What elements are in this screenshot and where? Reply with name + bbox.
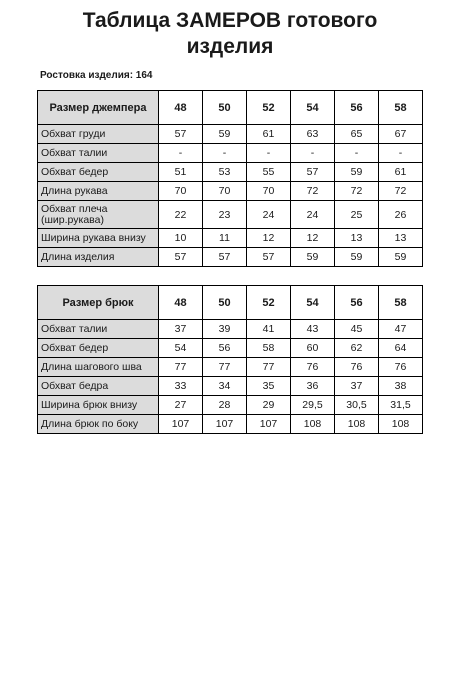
jumper-row-label: Обхват плеча (шир.рукава) [38, 201, 159, 229]
pants-table-row [38, 396, 423, 415]
pants-size-header: 58 [379, 286, 423, 320]
height-note: Ростовка изделия: 164 [40, 70, 153, 81]
pants-header-row [38, 286, 423, 320]
jumper-row-value: 59 [379, 248, 423, 267]
jumper-size-header: 56 [335, 91, 379, 125]
jumper-row-label: Обхват бедер [38, 163, 159, 182]
pants-row-value: 39 [203, 320, 247, 339]
jumper-row-value: 57 [159, 248, 203, 267]
pants-header-label: Размер брюк [38, 286, 159, 320]
title-line-1: Таблица ЗАМЕРОВ готового [82, 9, 378, 32]
jumper-row-value: 67 [379, 125, 423, 144]
jumper-table-row [38, 144, 423, 163]
jumper-row-value: 65 [335, 125, 379, 144]
jumper-row-value: 70 [203, 182, 247, 201]
jumper-row-value: 10 [159, 229, 203, 248]
pants-row-value: 36 [291, 377, 335, 396]
jumper-row-value: - [203, 144, 247, 163]
jumper-table-row [38, 229, 423, 248]
jumper-row-value: 53 [203, 163, 247, 182]
pants-row-value: 76 [291, 358, 335, 377]
jumper-row-value: 59 [203, 125, 247, 144]
jumper-size-table [37, 90, 423, 267]
jumper-row-label: Обхват груди [38, 125, 159, 144]
jumper-row-value: 23 [203, 201, 247, 229]
pants-row-value: 108 [335, 415, 379, 434]
jumper-row-value: 12 [247, 229, 291, 248]
pants-row-value: 54 [159, 339, 203, 358]
jumper-row-value: 72 [291, 182, 335, 201]
jumper-row-label: Длина рукава [38, 182, 159, 201]
jumper-row-value: - [379, 144, 423, 163]
jumper-row-value: - [291, 144, 335, 163]
pants-row-value: 76 [379, 358, 423, 377]
jumper-size-header: 48 [159, 91, 203, 125]
jumper-size-header: 52 [247, 91, 291, 125]
jumper-row-value: 24 [247, 201, 291, 229]
pants-row-value: 41 [247, 320, 291, 339]
pants-row-value: 28 [203, 396, 247, 415]
page-title [40, 8, 420, 60]
pants-row-value: 58 [247, 339, 291, 358]
jumper-row-value: 11 [203, 229, 247, 248]
jumper-row-value: 24 [291, 201, 335, 229]
pants-row-value: 35 [247, 377, 291, 396]
jumper-row-value: - [335, 144, 379, 163]
jumper-row-value: 72 [335, 182, 379, 201]
pants-size-header: 54 [291, 286, 335, 320]
pants-table-row [38, 415, 423, 434]
jumper-table-row [38, 125, 423, 144]
pants-row-value: 107 [159, 415, 203, 434]
pants-row-value: 45 [335, 320, 379, 339]
jumper-row-value: 59 [335, 248, 379, 267]
jumper-row-value: 55 [247, 163, 291, 182]
jumper-row-value: 26 [379, 201, 423, 229]
pants-row-value: 107 [247, 415, 291, 434]
pants-row-label: Обхват талии [38, 320, 159, 339]
pants-row-value: 37 [335, 377, 379, 396]
jumper-row-label: Обхват талии [38, 144, 159, 163]
pants-table-row [38, 358, 423, 377]
jumper-header-row [38, 91, 423, 125]
jumper-row-value: 63 [291, 125, 335, 144]
pants-row-value: 47 [379, 320, 423, 339]
jumper-row-value: 12 [291, 229, 335, 248]
jumper-table-row [38, 163, 423, 182]
jumper-row-value: 51 [159, 163, 203, 182]
jumper-size-header: 58 [379, 91, 423, 125]
jumper-size-header: 54 [291, 91, 335, 125]
pants-row-label: Длина брюк по боку [38, 415, 159, 434]
jumper-table-row [38, 201, 423, 229]
pants-row-value: 38 [379, 377, 423, 396]
jumper-row-value: - [247, 144, 291, 163]
jumper-row-value: 59 [335, 163, 379, 182]
pants-size-table [37, 285, 423, 434]
jumper-row-value: 13 [335, 229, 379, 248]
jumper-size-header: 50 [203, 91, 247, 125]
jumper-row-value: 70 [247, 182, 291, 201]
pants-row-value: 77 [159, 358, 203, 377]
jumper-row-label: Ширина рукава внизу [38, 229, 159, 248]
pants-size-header: 52 [247, 286, 291, 320]
pants-size-header: 48 [159, 286, 203, 320]
pants-row-value: 64 [379, 339, 423, 358]
pants-row-value: 77 [203, 358, 247, 377]
pants-row-label: Обхват бедра [38, 377, 159, 396]
pants-size-header: 56 [335, 286, 379, 320]
jumper-row-value: 57 [159, 125, 203, 144]
pants-row-label: Длина шагового шва [38, 358, 159, 377]
pants-table-row [38, 339, 423, 358]
jumper-row-value: 61 [247, 125, 291, 144]
jumper-row-value: 72 [379, 182, 423, 201]
pants-row-value: 56 [203, 339, 247, 358]
pants-row-value: 30,5 [335, 396, 379, 415]
pants-row-value: 34 [203, 377, 247, 396]
pants-row-value: 107 [203, 415, 247, 434]
title-line-2: изделия [186, 35, 274, 58]
jumper-row-value: 61 [379, 163, 423, 182]
pants-row-label: Ширина брюк внизу [38, 396, 159, 415]
pants-row-value: 29 [247, 396, 291, 415]
pants-row-value: 108 [379, 415, 423, 434]
pants-row-value: 37 [159, 320, 203, 339]
pants-row-value: 76 [335, 358, 379, 377]
jumper-row-value: 57 [291, 163, 335, 182]
jumper-row-value: 57 [203, 248, 247, 267]
jumper-row-value: 13 [379, 229, 423, 248]
jumper-row-value: 25 [335, 201, 379, 229]
jumper-header-label: Размер джемпера [38, 91, 159, 125]
pants-size-header: 50 [203, 286, 247, 320]
jumper-row-value: 70 [159, 182, 203, 201]
jumper-row-label: Длина изделия [38, 248, 159, 267]
pants-row-value: 27 [159, 396, 203, 415]
jumper-row-value: 59 [291, 248, 335, 267]
jumper-row-value: 22 [159, 201, 203, 229]
jumper-row-value: - [159, 144, 203, 163]
pants-row-value: 43 [291, 320, 335, 339]
pants-table-row [38, 320, 423, 339]
pants-row-value: 29,5 [291, 396, 335, 415]
pants-row-value: 60 [291, 339, 335, 358]
pants-table-row [38, 377, 423, 396]
pants-row-value: 77 [247, 358, 291, 377]
pants-row-label: Обхват бедер [38, 339, 159, 358]
pants-row-value: 33 [159, 377, 203, 396]
jumper-row-value: 57 [247, 248, 291, 267]
pants-row-value: 62 [335, 339, 379, 358]
pants-row-value: 31,5 [379, 396, 423, 415]
pants-row-value: 108 [291, 415, 335, 434]
jumper-table-row [38, 182, 423, 201]
jumper-table-row [38, 248, 423, 267]
